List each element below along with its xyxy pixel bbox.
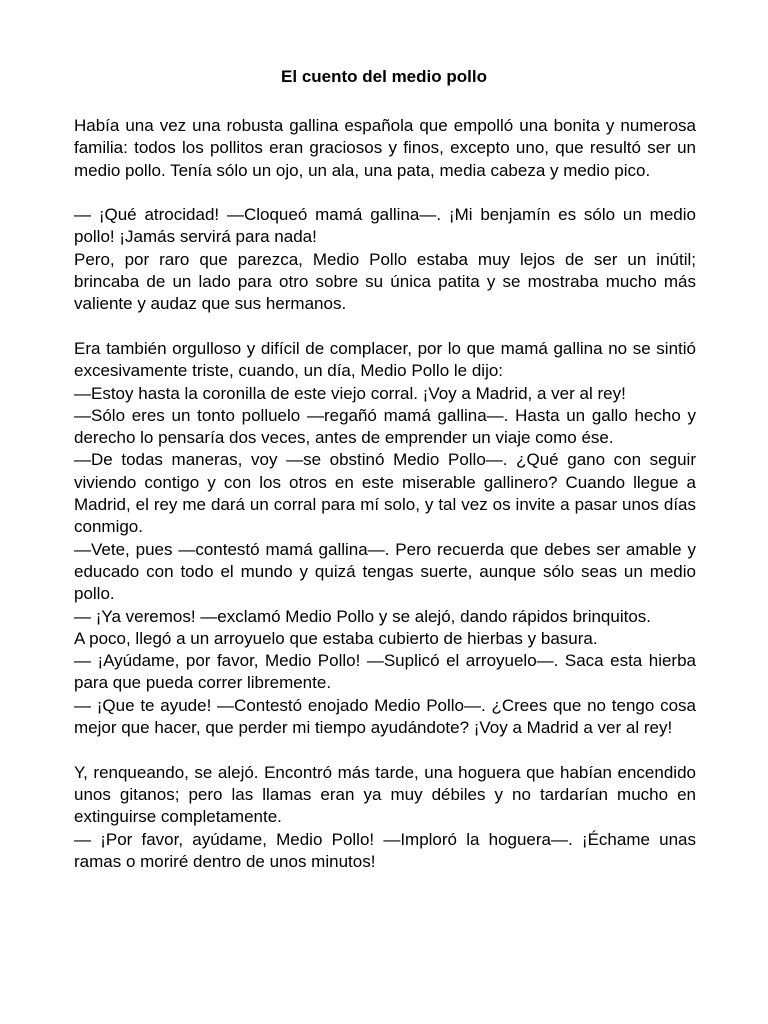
paragraph-6: —Sólo eres un tonto polluelo —regañó mamá gallina—. Hasta un gallo hecho y derecho lo pensaría dos veces, antes de emprender un viaje como ése. xyxy=(74,405,696,448)
paragraph-3: Pero, por raro que parezca, Medio Pollo estaba muy lejos de ser un inútil; brincaba de un lado para otro sobre su única patita y se mostraba mucho más valiente y audaz que sus hermanos. xyxy=(74,249,696,314)
paragraph-9: — ¡Ya veremos! —exclamó Medio Pollo y se alejó, dando rápidos brinquitos. xyxy=(74,606,652,626)
paragraph-1: Había una vez una robusta gallina española que empolló una bonita y numerosa familia: todos los pollitos eran graciosos y finos, excepto uno, que resultó ser un medio pollo. Tenía sólo un ojo, un ala, una pata, media cabeza y medio pico. xyxy=(74,116,696,180)
paragraph-11: — ¡Ayúdame, por favor, Medio Pollo! —Suplicó el arroyuelo—. Saca esta hierba para que pueda correr libremente. xyxy=(74,651,696,693)
paragraph-8: —Vete, pues —contestó mamá gallina—. Pero recuerda que debes ser amable y educado con todo el mundo y quizá tengas suerte, aunque sólo seas un medio pollo. xyxy=(74,539,696,604)
paragraph-14: — ¡Por favor, ayúdame, Medio Pollo! —Imploró la hoguera—. ¡Échame unas ramas o moriré dentro de unos minutos! xyxy=(74,829,696,871)
paragraph-12: — ¡Que te ayude! —Contestó enojado Medio Pollo—. ¿Crees que no tengo cosa mejor que hacer, que perder mi tiempo ayudándote? ¡Voy a Madrid a ver al rey! xyxy=(74,695,696,738)
paragraph-13: Y, renqueando, se alejó. Encontró más tarde, una hoguera que habían encendido unos gitanos; pero las llamas eran ya muy débiles y no tardarían mucho en extinguirse completamente. xyxy=(74,762,696,827)
document-body xyxy=(74,115,696,873)
paragraph-4: Era también orgulloso y difícil de complacer, por lo que mamá gallina no se sintió excesivamente triste, cuando, un día, Medio Pollo le dijo: xyxy=(74,338,696,381)
paragraph-7: —De todas maneras, voy —se obstinó Medio Pollo—. ¿Qué gano con seguir viviendo contigo y con los otros en este miserable gallinero? Cuando llegue a Madrid, el rey me dará un corral para mí solo, y tal vez os invite a pasar unos días conmigo. xyxy=(74,450,696,537)
paragraph-5: —Estoy hasta la coronilla de este viejo corral. ¡Voy a Madrid, a ver al rey! xyxy=(74,383,626,403)
document-title: El cuento del medio pollo xyxy=(281,67,487,86)
paragraph-2: — ¡Qué atrocidad! —Cloqueó mamá gallina—. ¡Mi benjamín es sólo un medio pollo! ¡Jamás servirá para nada! xyxy=(74,205,696,247)
paragraph-10: A poco, llegó a un arroyuelo que estaba cubierto de hierbas y basura. xyxy=(74,628,598,648)
